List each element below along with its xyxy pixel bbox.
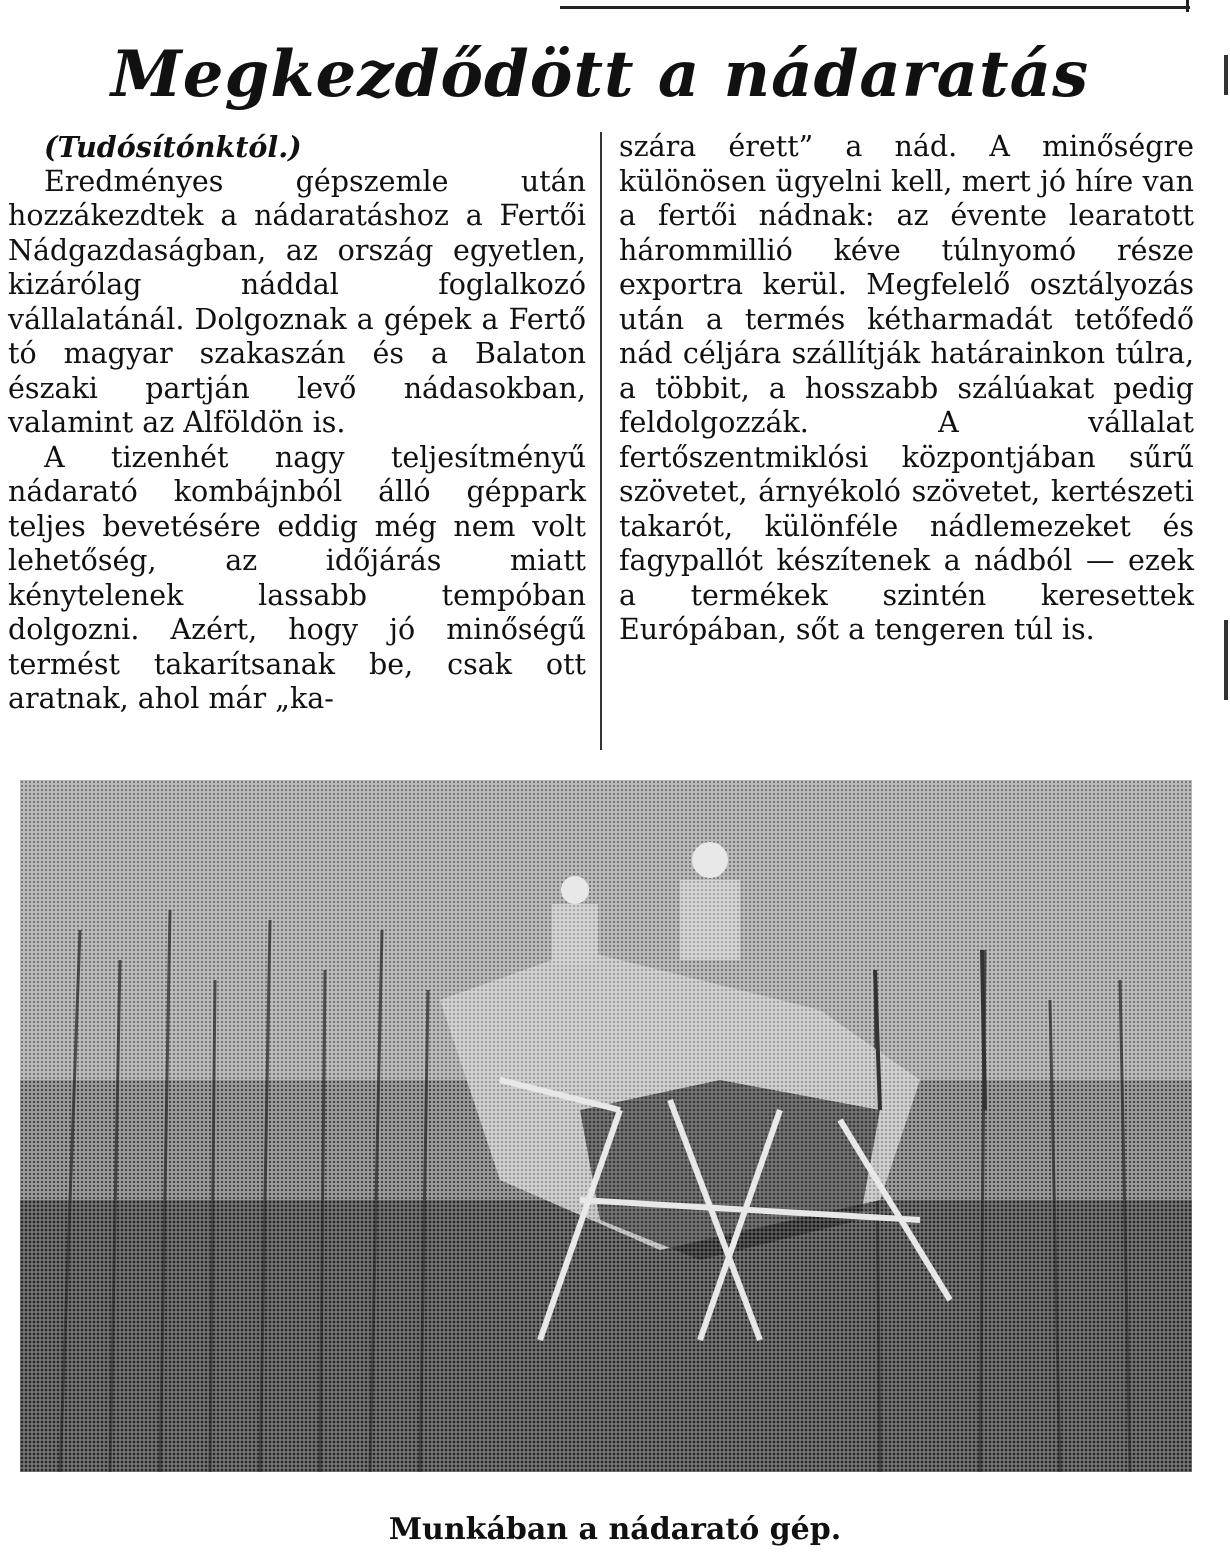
- scan-edge-mark: [1224, 55, 1228, 95]
- column-divider: [600, 132, 602, 750]
- reed-harvester-photo: [20, 780, 1192, 1472]
- article-headline: Megkezdődött a nádaratás: [110, 37, 1090, 112]
- top-rule-tick: [1186, 0, 1189, 12]
- photo-caption: Munkában a nádarató gép.: [388, 1512, 842, 1547]
- article-byline: (Tudósítónktól.): [44, 130, 302, 164]
- top-rule: [560, 6, 1190, 9]
- scan-edge-mark: [1224, 620, 1228, 700]
- article-paragraph: Eredményes gépszemle után hozzákezdtek a nádaratáshoz a Fertői Nádgazdaságban, az ország egyetlen, kizárólag náddal foglalkozó vállalatánál. Dolgoznak a gépek a Fertő tó magyar szakaszán és a Balaton északi partján levő nádasokban, valamint az Alföldön is.: [8, 164, 586, 439]
- article-paragraph: szára érett” a nád. A minőségre különösen ügyelni kell, mert jó híre van a fertői nádnak: az évente learatott hárommillió kéve túlnyomó része exportra kerül. Megfelelő osztályozás után a termés kétharmadát tetőfedő nád céljára szállítják határainkon túlra, a többit, a hosszabb szálúakat pedig feldolgozzák. A vállalat fertőszentmiklósi központjában sűrű szövetet, árnyékoló szövetet, kertészeti takarót, különféle nádlemezeket és fagypallót készítenek a nádból — ezek a termékek szintén keresettek Európában, sőt a tengeren túl is.: [619, 130, 1194, 646]
- photo-illustration: [20, 780, 1192, 1472]
- article-paragraph: A tizenhét nagy teljesítményű nádarató kombájnból álló géppark teljes bevetésére eddig még nem volt lehetőség, az időjárás miatt kénytelenek lassabb tempóban dolgozni. Azért, hogy jó minőségű termést takarítsanak be, csak ott aratnak, ahol már „ka-: [8, 440, 586, 715]
- article-column-left: [8, 130, 586, 717]
- article-column-right: [619, 130, 1194, 648]
